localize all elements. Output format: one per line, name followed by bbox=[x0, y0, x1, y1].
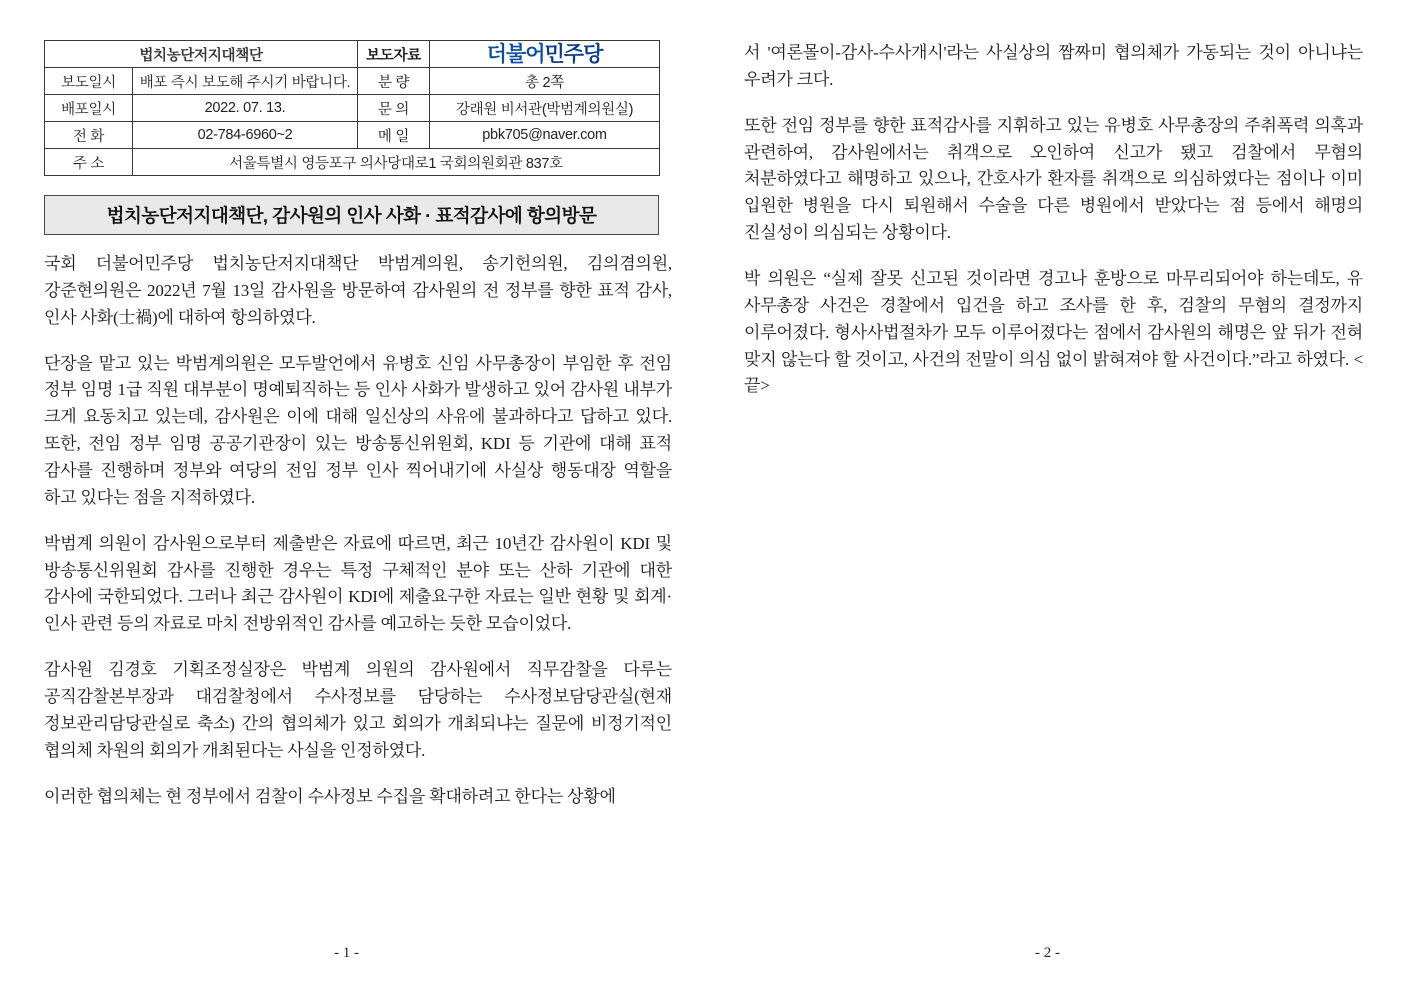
label-inquiry: 문 의 bbox=[358, 95, 430, 122]
table-row bbox=[45, 149, 660, 176]
label-email: 메 일 bbox=[358, 122, 430, 149]
page-number-2: - 2 - bbox=[1035, 945, 1060, 961]
label-length: 분 량 bbox=[358, 68, 430, 95]
value-phone: 02-784-6960~2 bbox=[133, 122, 358, 149]
party-logo-part2: 민주당 bbox=[544, 42, 603, 66]
page-1-body bbox=[44, 251, 672, 810]
paragraph: 서 '여론몰이-감사-수사개시'라는 사실상의 짬짜미 협의체가 가동되는 것이 아니냐는 우려가 크다. bbox=[744, 43, 1363, 89]
label-address: 주 소 bbox=[45, 149, 133, 176]
party-logo bbox=[430, 41, 660, 68]
page-2-body bbox=[744, 40, 1363, 400]
press-release-header-table bbox=[44, 40, 660, 176]
page-number-1: - 1 - bbox=[334, 945, 359, 961]
paragraph: 박범계 의원이 감사원으로부터 제출받은 자료에 따르면, 최근 10년간 감사원이 KDI 및 방송통신위원회 감사를 진행한 경우는 특정 구체적인 분야 또는 산하 기관에 대한 감사에 국한되었다. 그러나 최근 감사원이 KDI에 제출요구한 자료는 일반 현황 및 회계·인사 관련 등의 자료로 마치 전방위적인 감사를 예고하는 듯한 모습이었다. bbox=[44, 533, 672, 634]
value-inquiry: 강래원 비서관(박범계의원실) bbox=[430, 95, 660, 122]
document-page-2 bbox=[702, 0, 1403, 992]
label-release-datetime: 보도일시 bbox=[45, 68, 133, 95]
org-logo: 법치농단저지대책단 bbox=[45, 41, 358, 68]
paragraph: 또한 전임 정부를 향한 표적감사를 지휘하고 있는 유병호 사무총장의 주취폭력 의혹과 관련하여, 감사원에서는 취객으로 오인하여 신고가 됐고 검찰에서 무혐의 처분하였다고 해명하고 있으나, 간호사가 환자를 취객으로 의심하였다는 점이나 이미 입원한 병원을 다시 퇴원해서 수술을 다른 병원에서 받았다는 점 등에서 해명의 진실성이 의심되는 상황이다. bbox=[744, 115, 1363, 243]
page-1-content bbox=[44, 40, 672, 810]
table-row bbox=[45, 68, 660, 95]
party-logo-part1: 더불어 bbox=[486, 42, 545, 66]
value-email: pbk705@naver.com bbox=[430, 122, 660, 149]
paragraph: 박 의원은 “실제 잘못 신고된 것이라면 경고나 훈방으로 마무리되어야 하는데도, 유 사무총장 사건은 경찰에서 입건을 하고 조사를 한 후, 검찰의 무혐의 결정까지 이루어졌다. 형사사법절차가 모두 이루어졌다는 점에서 감사원의 해명은 앞 뒤가 전혀 맞지 않는다 할 것이고, 사건의 전말이 의심 없이 밝혀져야 할 사건이다.”라고 하였다. <끝> bbox=[744, 269, 1363, 396]
paragraph: 감사원 김경호 기획조정실장은 박범계 의원의 감사원에서 직무감찰을 다루는 공직감찰본부장과 대검찰청에서 수사정보를 담당하는 수사정보담당관실(현재 정보관리담당관실로 축소) 간의 협의체가 있고 회의가 개최되냐는 질문에 비정기적인 협의체 차원의 회의가 개최된다는 사실을 인정하였다. bbox=[44, 660, 672, 760]
document-page-1 bbox=[0, 0, 701, 992]
page-title-text: 법치농단저지대책단, 감사원의 인사 사화 · 표적감사에 항의방문 bbox=[106, 205, 597, 226]
paragraph: 국회 더불어민주당 법치농단저지대책단 박범계의원, 송기헌의원, 김의겸의원, 강준현의원은 2022년 7월 13일 감사원을 방문하여 감사원의 전 정부를 향한 표적 감사, 인사 사화(士禍)에 대하여 항의하였다. bbox=[44, 254, 672, 327]
page-2-content bbox=[744, 40, 1363, 400]
label-phone: 전 화 bbox=[45, 122, 133, 149]
masthead-row bbox=[45, 41, 660, 68]
value-release-datetime: 배포 즉시 보도해 주시기 바랍니다. bbox=[133, 68, 358, 95]
paragraph: 단장을 맡고 있는 박범계의원은 모두발언에서 유병호 신임 사무총장이 부임한 후 전임 정부 임명 1급 직원 대부분이 명예퇴직하는 등 인사 사화가 발생하고 있어 감사원 내부가 크게 요동치고 있는데, 감사원은 이에 대해 일신상의 사유에 불과하다고 답하고 있다. 또한, 전임 정부 임명 공공기관장이 있는 방송통신위원회, KDI 등 기관에 대해 표적 감사를 진행하며 정부와 여당의 전임 정부 인사 찍어내기에 사실상 행동대장 역할을 하고 있다는 점을 지적하였다. bbox=[44, 353, 672, 507]
value-address: 서울특별시 영등포구 의사당대로1 국회의원회관 837호 bbox=[133, 149, 660, 176]
value-length: 총 2쪽 bbox=[430, 68, 660, 95]
value-distribution-datetime: 2022. 07. 13. bbox=[133, 95, 358, 122]
table-row bbox=[45, 95, 660, 122]
paragraph: 이러한 협의체는 현 정부에서 검찰이 수사정보 수집을 확대하려고 한다는 상황에 bbox=[44, 786, 616, 806]
table-row bbox=[45, 122, 660, 149]
label-distribution-datetime: 배포일시 bbox=[45, 95, 133, 122]
page-title bbox=[44, 195, 659, 235]
document-type-title: 보도자료 bbox=[358, 41, 430, 68]
